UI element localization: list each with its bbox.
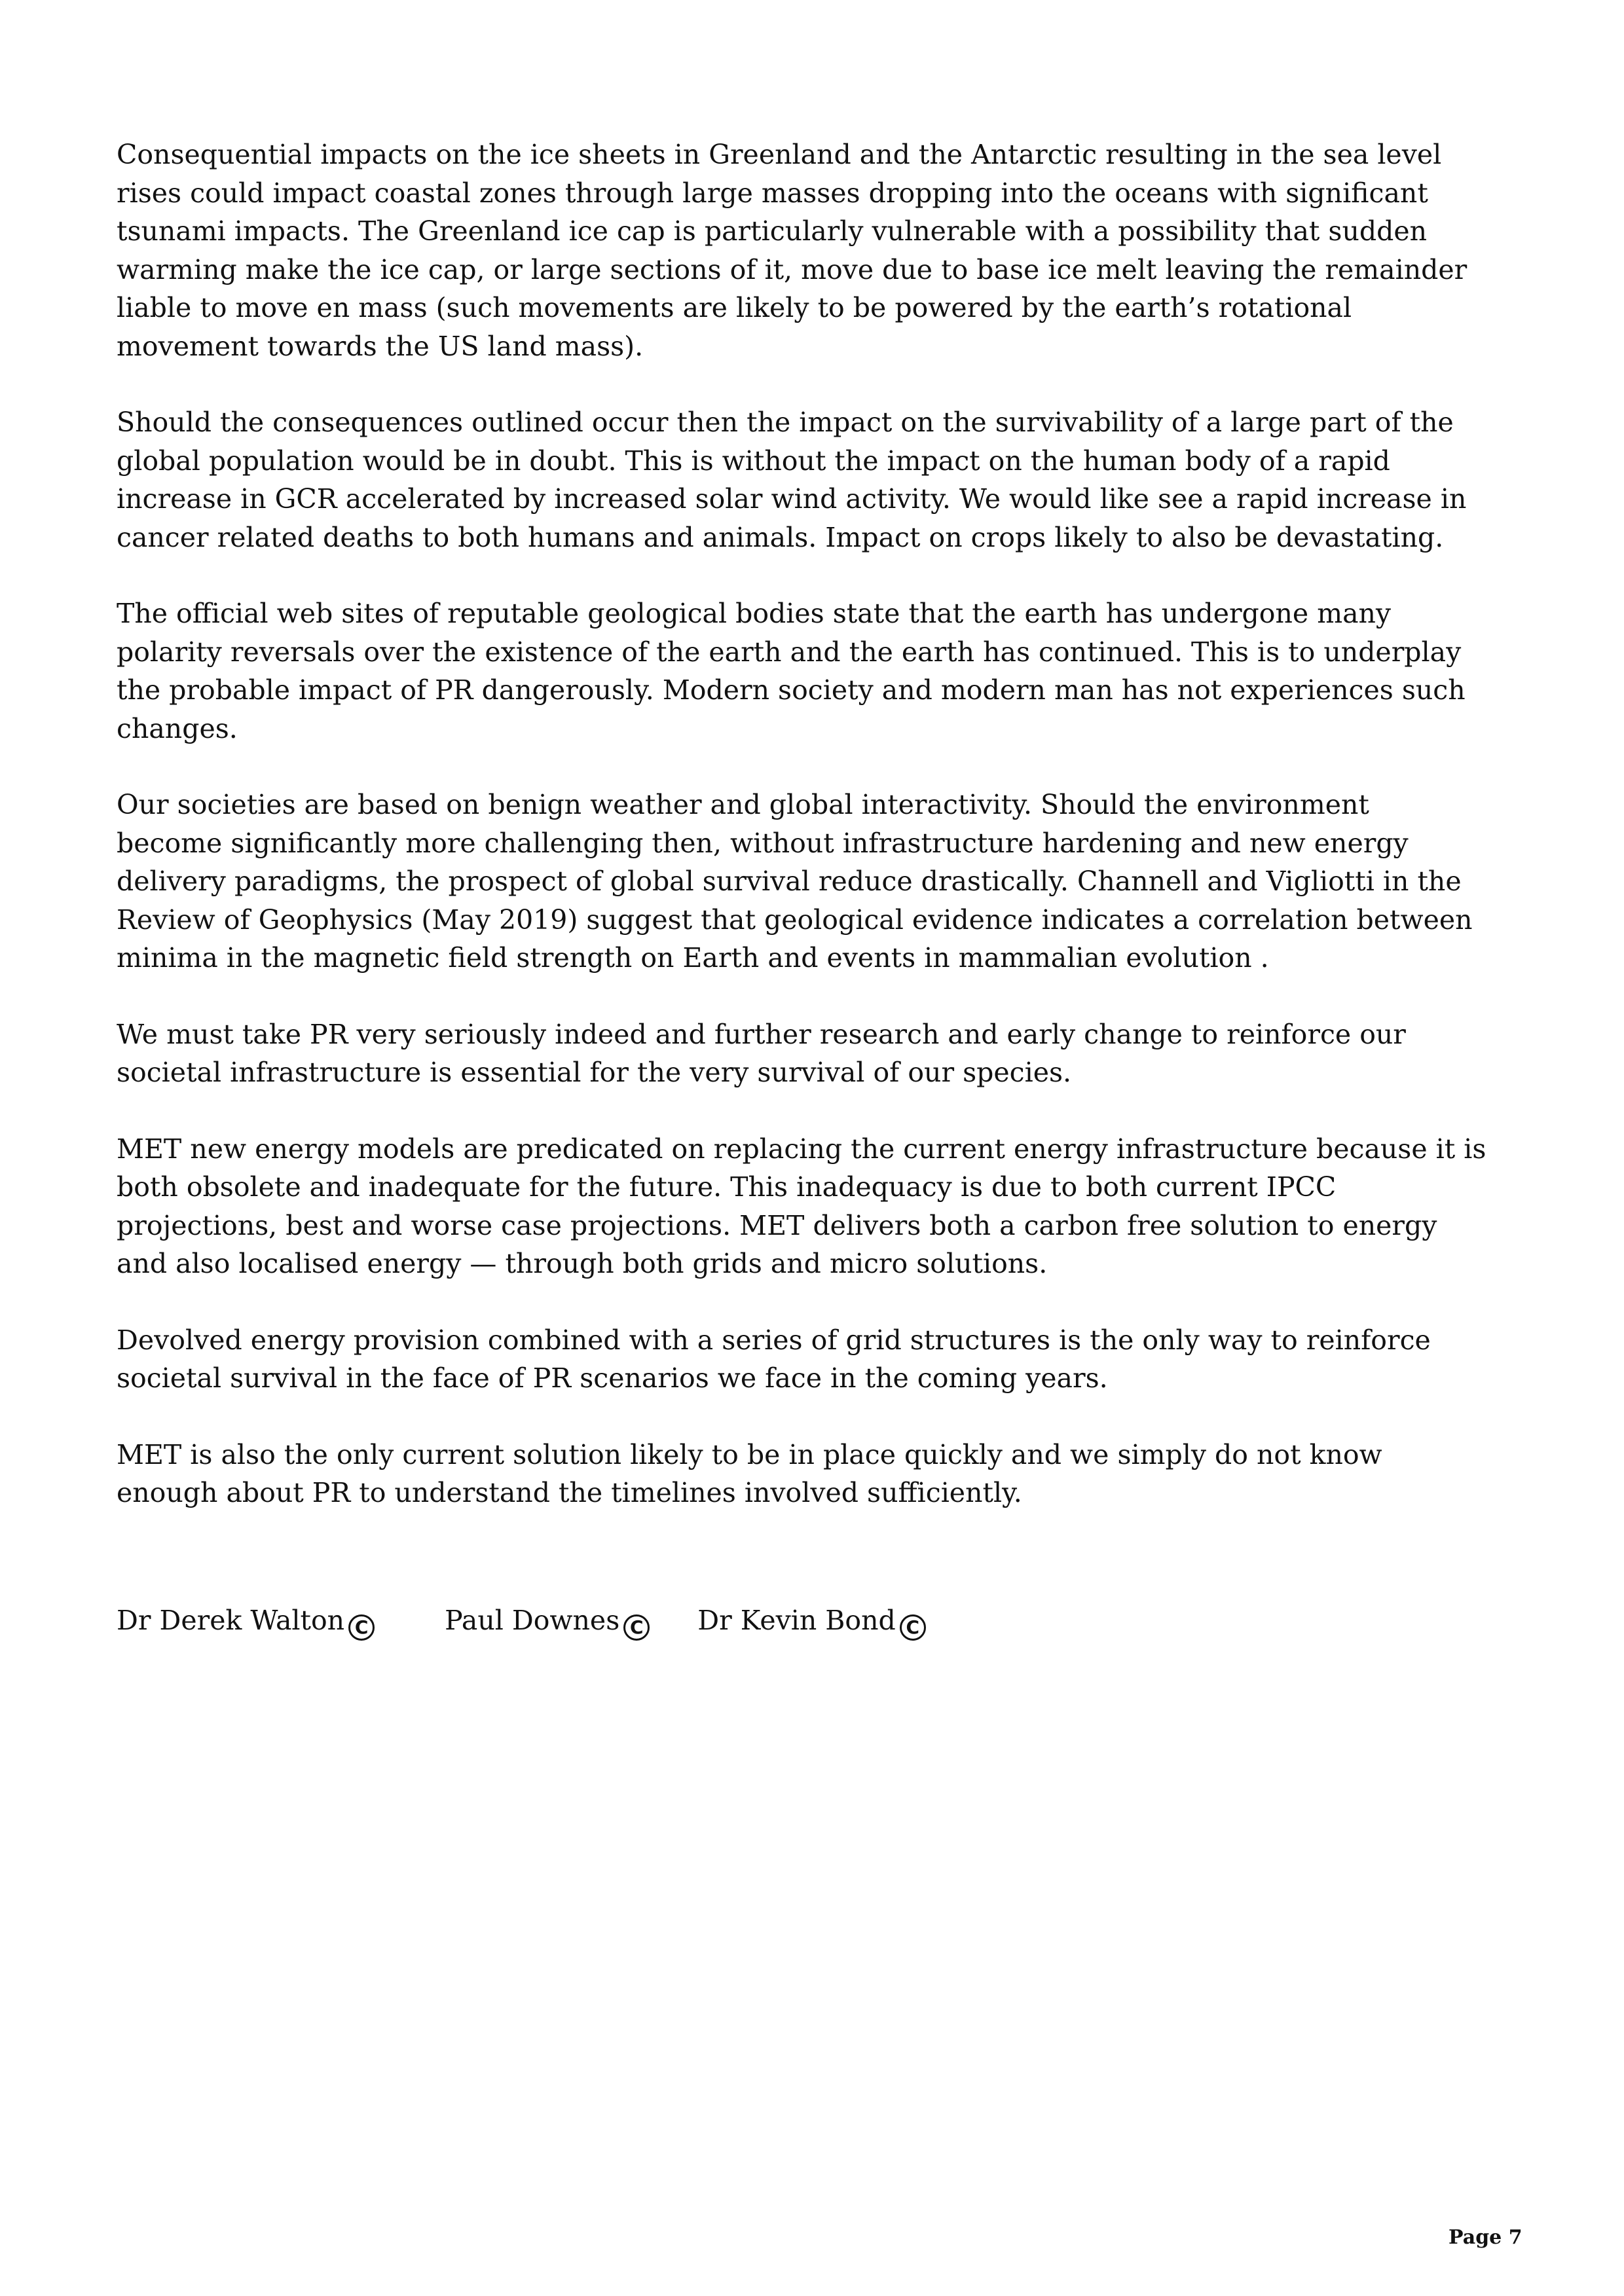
paragraph-polarity-reversals: [117, 594, 1466, 748]
paragraph-survivability: [117, 403, 1467, 556]
paragraph-ice-sheets: [117, 136, 1467, 365]
paragraph-line: warming make the ice cap, or large sections of it, move due to base ice melt leaving the remainder: [117, 253, 1467, 285]
paragraph-line: Devolved energy provision combined with a series of grid structures is the only way to reinforce: [117, 1324, 1431, 1356]
copyright-icon: C: [623, 1614, 650, 1641]
paragraph-line: MET new energy models are predicated on replacing the current energy infrastructure because it is: [117, 1133, 1486, 1165]
paragraph-line: societal survival in the face of PR scenarios we face in the coming years.: [117, 1362, 1108, 1394]
paragraph-line: movement towards the US land mass).: [117, 330, 644, 362]
paragraph-line: polarity reversals over the existence of the earth and the earth has continued. This is to underplay: [117, 636, 1462, 668]
paragraph-line: delivery paradigms, the prospect of global survival reduce drastically. Channell and Vigliotti in the: [117, 866, 1462, 897]
author-name: Dr Kevin Bond: [697, 1605, 896, 1636]
author-signatures: [117, 1601, 926, 1641]
author-signature: [117, 1601, 375, 1641]
paragraph-line: Consequential impacts on the ice sheets in Greenland and the Antarctic resulting in the sea level: [117, 139, 1442, 170]
paragraph-take-pr-seriously: [117, 1015, 1452, 1092]
copyright-icon: C: [348, 1614, 375, 1641]
paragraph-line: increase in GCR accelerated by increased solar wind activity. We would like see a rapid increase in: [117, 483, 1467, 515]
paragraph-line: enough about PR to understand the timelines involved sufficiently.: [117, 1477, 1022, 1508]
paragraph-line: projections, best and worse case projections. MET delivers both a carbon free solution to energy: [117, 1209, 1437, 1241]
paragraph-line: rises could impact coastal zones through large masses dropping into the oceans with significant: [117, 177, 1428, 209]
author-name: Dr Derek Walton: [117, 1605, 345, 1636]
paragraph-line: Our societies are based on benign weather and global interactivity. Should the environment: [117, 789, 1369, 820]
paragraph-line: both obsolete and inadequate for the future. This inadequacy is due to both current IPCC: [117, 1171, 1337, 1203]
paragraph-line: Should the consequences outlined occur then the impact on the survivability of a large part of the: [117, 407, 1454, 438]
paragraph-devolved-energy: [117, 1321, 1452, 1398]
author-signature: [697, 1601, 925, 1641]
paragraph-met-energy-models: [117, 1130, 1486, 1283]
paragraph-line: the probable impact of PR dangerously. Modern society and modern man has not experiences such: [117, 674, 1466, 706]
paragraph-line: and also localised energy — through both grids and micro solutions.: [117, 1248, 1048, 1279]
paragraph-line: changes.: [117, 712, 238, 744]
author-name: Paul Downes: [445, 1605, 620, 1636]
paragraph-line: global population would be in doubt. This is without the impact on the human body of a rapid: [117, 445, 1390, 477]
paragraph-line: The official web sites of reputable geological bodies state that the earth has undergone many: [117, 598, 1392, 629]
paragraph-line: We must take PR very seriously indeed and further research and early change to reinforce our: [117, 1018, 1406, 1050]
paragraph-line: liable to move en mass (such movements are likely to be powered by the earth’s rotational: [117, 292, 1352, 323]
paragraph-line: minima in the magnetic field strength on Earth and events in mammalian evolution .: [117, 942, 1269, 974]
author-signature: [445, 1601, 650, 1641]
paragraph-line: cancer related deaths to both humans and animals. Impact on crops likely to also be devastating.: [117, 521, 1444, 553]
page-number: Page 7: [1449, 2226, 1522, 2249]
paragraph-line: become significantly more challenging then, without infrastructure hardening and new energy: [117, 827, 1409, 859]
paragraph-societies: [117, 786, 1473, 977]
copyright-icon: C: [900, 1614, 926, 1641]
paragraph-line: tsunami impacts. The Greenland ice cap is particularly vulnerable with a possibility that sudden: [117, 215, 1428, 247]
paragraph-line: Review of Geophysics (May 2019) suggest that geological evidence indicates a correlation between: [117, 903, 1473, 936]
paragraph-line: societal infrastructure is essential for the very survival of our species.: [117, 1057, 1072, 1088]
paragraph-met-only-solution: [117, 1436, 1452, 1512]
document-body: [117, 136, 1486, 1550]
paragraph-line: MET is also the only current solution likely to be in place quickly and we simply do not know: [117, 1438, 1382, 1470]
